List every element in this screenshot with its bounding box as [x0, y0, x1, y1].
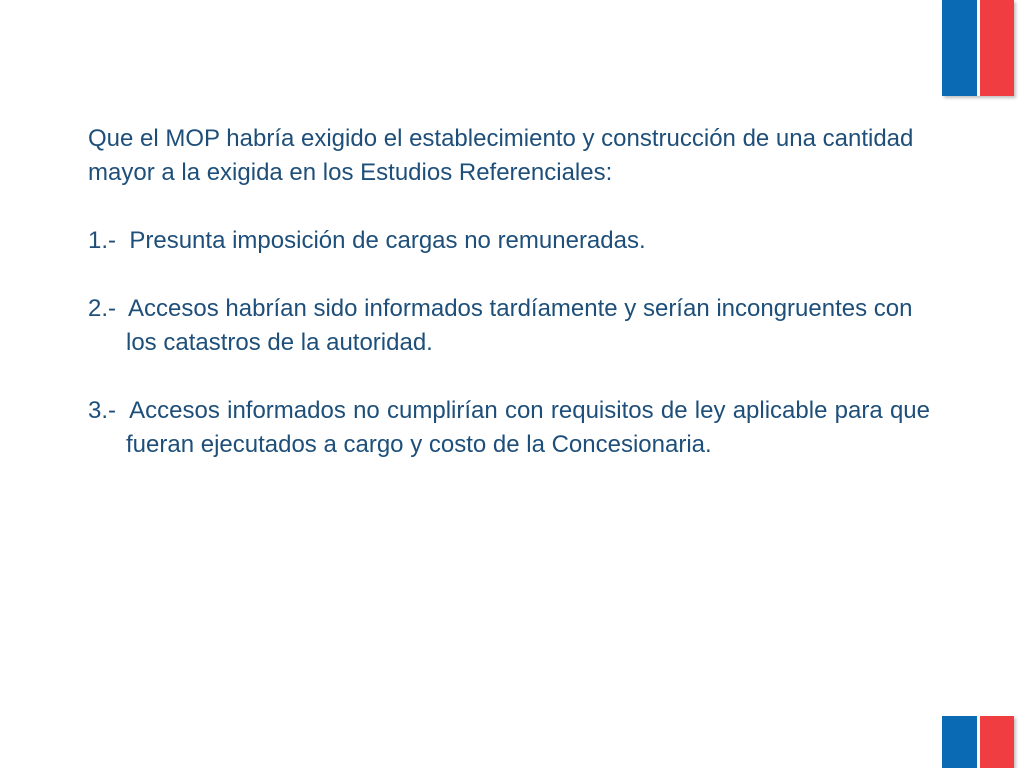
blue-stripe: [942, 716, 977, 768]
slide-body: [88, 122, 930, 462]
intro-paragraph: Que el MOP habría exigido el establecimiento y construcción de una cantidad mayor a la exigida en los Estudios Referenciales:: [88, 125, 914, 186]
red-stripe: [980, 0, 1015, 96]
blue-stripe: [942, 0, 977, 96]
item-text: Presunta imposición de cargas no remuneradas.: [129, 227, 646, 254]
list-item-3: [88, 394, 930, 462]
red-stripe: [980, 716, 1015, 768]
list-item-1: [88, 224, 930, 258]
item-text: Accesos habrían sido informados tardíamente y serían incongruentes con los catastros de la autoridad.: [126, 295, 913, 356]
item-number: 2.-: [88, 295, 117, 322]
chile-flag-stripes-top: [942, 0, 1014, 96]
item-text: Accesos informados no cumplirían con requisitos de ley aplicable para que fueran ejecutados a cargo y costo de la Concesionaria.: [126, 397, 930, 458]
chile-flag-stripes-bottom: [942, 716, 1014, 768]
item-number: 3.-: [88, 397, 117, 424]
list-item-2: [88, 292, 930, 360]
item-number: 1.-: [88, 227, 117, 254]
